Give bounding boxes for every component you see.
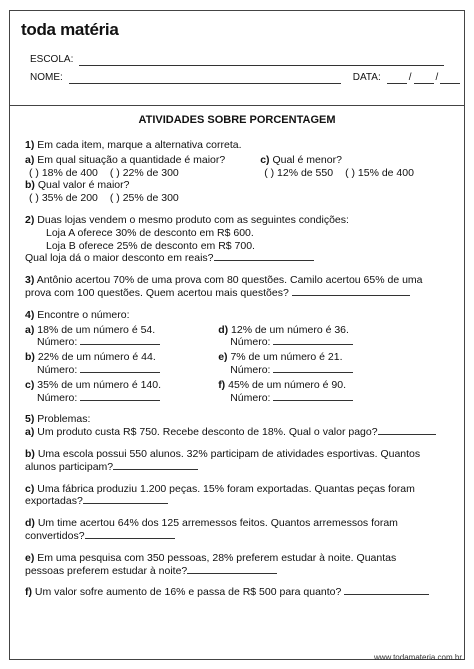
item-text: Qual é menor? — [272, 153, 342, 166]
page-title: ATIVIDADES SOBRE PORCENTAGEM — [138, 114, 336, 126]
question-text: Problemas: — [37, 413, 91, 426]
questions — [25, 139, 445, 608]
day-field[interactable] — [387, 74, 407, 84]
item-label: d) — [25, 517, 35, 530]
item-text: 22% de um número é 44. — [37, 351, 156, 364]
option-checkbox[interactable]: ( ) 25% de 300 — [109, 192, 179, 205]
logo: toda matéria — [21, 20, 119, 39]
question-1 — [25, 139, 445, 205]
numero-label: Número: — [230, 363, 271, 376]
question-number: 2) — [25, 213, 35, 226]
answer-field[interactable] — [83, 495, 168, 504]
item-label: c) — [25, 482, 35, 495]
item-text: 18% de um número é 54. — [37, 323, 156, 336]
question-text: prova com 100 questões. Quem acertou mais questões? — [25, 286, 289, 299]
item-label: a) — [25, 323, 35, 336]
question-5 — [25, 413, 445, 599]
question-number: 4) — [25, 308, 35, 321]
numero-label: Número: — [37, 336, 78, 349]
question-text: Encontre o número: — [37, 308, 130, 321]
item-label: b) — [25, 351, 35, 364]
data-label: DATA: — [352, 72, 381, 83]
question-text: Duas lojas vendem o mesmo produto com as seguintes condições: — [37, 213, 349, 226]
answer-field[interactable] — [113, 461, 198, 470]
escola-row — [30, 54, 444, 66]
answer-field[interactable] — [80, 392, 160, 401]
loja-a-text: Loja A oferece 30% de desconto em R$ 600. — [46, 226, 254, 239]
loja-b-text: Loja B oferece 25% de desconto em R$ 700. — [46, 239, 255, 252]
date-separator: / — [435, 72, 439, 83]
item-label: c) — [25, 378, 35, 391]
date-separator: / — [408, 72, 412, 83]
answer-field[interactable] — [80, 336, 160, 345]
item-label: f) — [25, 586, 32, 599]
item-text: pessoas preferem estudar à noite? — [25, 564, 188, 577]
item-label: a) — [25, 153, 35, 166]
answer-field[interactable] — [273, 392, 353, 401]
question-2 — [25, 214, 445, 265]
question-number: 3) — [25, 274, 35, 287]
escola-field[interactable] — [79, 56, 444, 66]
question-number: 5) — [25, 413, 35, 426]
footer-url: www.todamateria.com.br — [373, 653, 462, 663]
numero-label: Número: — [230, 336, 271, 349]
numero-label: Número: — [37, 391, 78, 404]
question-number: 1) — [25, 139, 35, 151]
question-text: Antônio acertou 70% de uma prova com 80 questões. Camilo acertou 65% de uma — [36, 274, 423, 287]
question-text: Em cada item, marque a alternativa correta. — [37, 139, 242, 151]
nome-label: NOME: — [30, 72, 63, 83]
answer-field[interactable] — [80, 364, 160, 373]
answer-field[interactable] — [344, 586, 429, 595]
nome-row — [30, 72, 460, 84]
answer-field[interactable] — [292, 287, 410, 296]
numero-label: Número: — [37, 363, 78, 376]
item-text: 12% de um número é 36. — [231, 323, 349, 336]
item-label: f) — [218, 378, 226, 391]
item-label: d) — [218, 323, 229, 336]
item-text: Uma escola possui 550 alunos. 32% participam de atividades esportivas. Quantos — [37, 447, 421, 460]
item-text: convertidos? — [25, 529, 85, 542]
answer-field[interactable] — [214, 252, 314, 261]
item-label: b) — [25, 447, 35, 460]
option-checkbox[interactable]: ( ) 12% de 550 — [264, 166, 334, 179]
item-text: 7% de um número é 21. — [230, 351, 343, 364]
item-label: c) — [260, 153, 270, 166]
item-text: Qual valor é maior? — [37, 179, 130, 192]
item-label: e) — [25, 551, 35, 564]
item-text: Um valor sofre aumento de 16% e passa de R$ 500 para quanto? — [34, 586, 342, 599]
option-checkbox[interactable]: ( ) 22% de 300 — [109, 166, 179, 179]
year-field[interactable] — [440, 74, 460, 84]
item-text: Uma fábrica produziu 1.200 peças. 15% foram exportadas. Quantas peças foram — [37, 482, 415, 495]
question-text: Qual loja dá o maior desconto em reais? — [25, 252, 214, 265]
answer-field[interactable] — [85, 530, 175, 539]
item-text: Em uma pesquisa com 350 pessoas, 28% preferem estudar à noite. Quantas — [37, 551, 397, 564]
item-text: 35% de um número é 140. — [37, 378, 162, 391]
item-text: alunos participam? — [25, 460, 114, 473]
answer-field[interactable] — [273, 364, 353, 373]
question-4 — [25, 309, 445, 405]
nome-field[interactable] — [69, 74, 341, 84]
answer-field[interactable] — [273, 336, 353, 345]
question-3 — [25, 274, 445, 300]
item-label: a) — [25, 426, 35, 439]
item-text: 45% de um número é 90. — [228, 378, 347, 391]
numero-label: Número: — [230, 391, 271, 404]
answer-field[interactable] — [378, 426, 436, 435]
header — [10, 11, 464, 106]
answer-field[interactable] — [187, 565, 277, 574]
item-text: Em qual situação a quantidade é maior? — [37, 153, 226, 166]
option-checkbox[interactable]: ( ) 35% de 200 — [29, 192, 98, 205]
item-text: Um produto custa R$ 750. Recebe desconto de 18%. Qual o valor pago? — [37, 426, 378, 439]
item-text: exportadas? — [25, 495, 83, 508]
item-label: e) — [218, 351, 228, 364]
option-checkbox[interactable]: ( ) 18% de 400 — [29, 166, 98, 179]
escola-label: ESCOLA: — [30, 54, 74, 65]
option-checkbox[interactable]: ( ) 15% de 400 — [345, 166, 414, 179]
month-field[interactable] — [414, 74, 434, 84]
item-text: Um time acertou 64% dos 125 arremessos feitos. Quantos arremessos foram — [37, 517, 398, 530]
item-label: b) — [25, 179, 35, 192]
